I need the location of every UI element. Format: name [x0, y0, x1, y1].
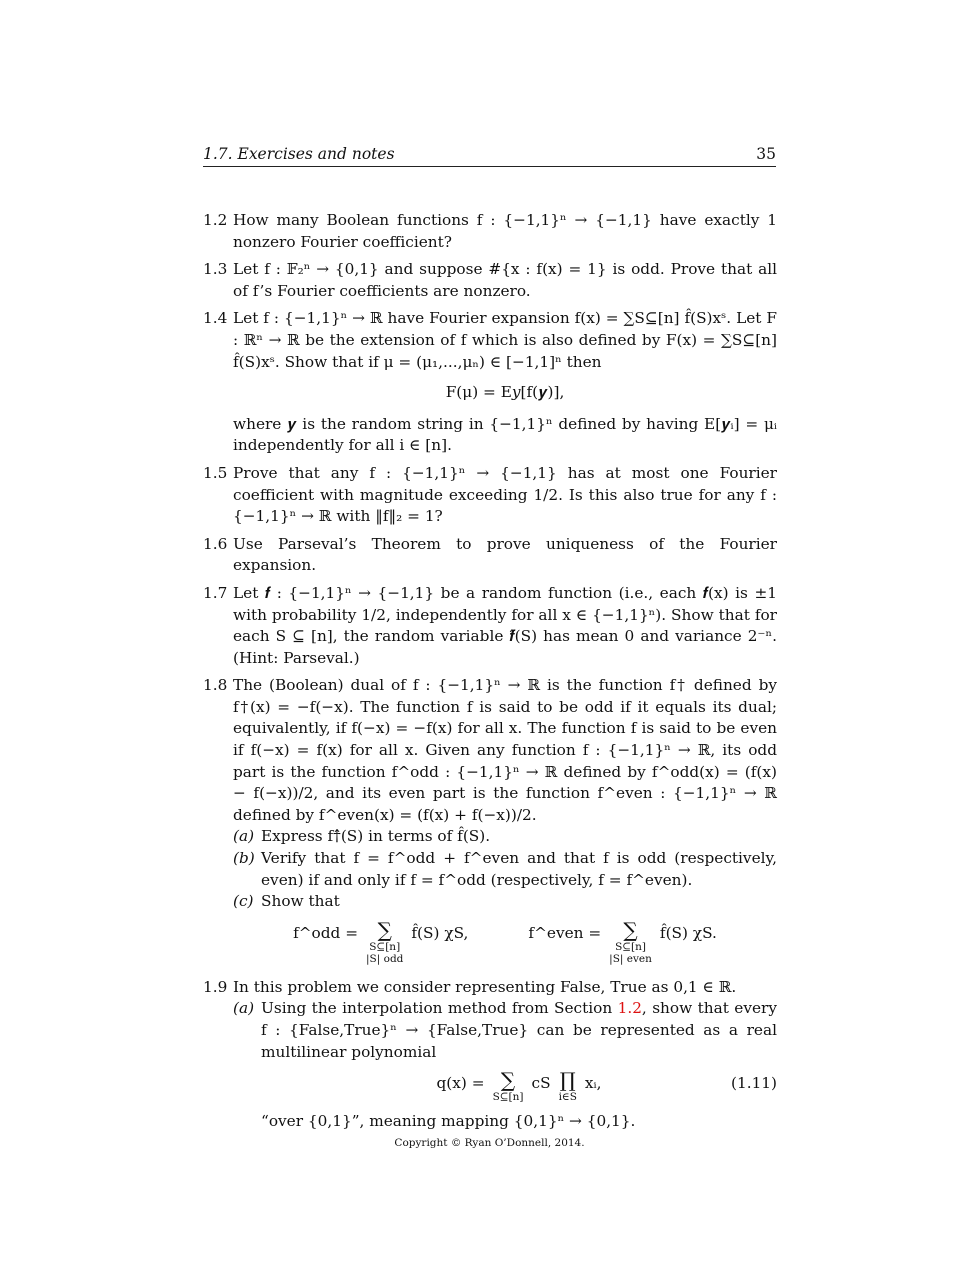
- exercise-number: 1.5: [203, 463, 228, 482]
- subpart-a: [233, 826, 777, 848]
- polynomial-expression: [437, 1069, 602, 1103]
- even-part-sum: [528, 919, 717, 965]
- exercise-number: 1.8: [203, 676, 228, 695]
- variable: xᵢ,: [584, 1074, 602, 1093]
- exercise-text: Let 𝒇 : {−1,1}ⁿ → {−1,1} be a random function (i.e., each 𝒇(x) is ±1 with probability 1/2, independently for all x ∈ {−1,1}ⁿ). Show that for each S ⊆ [n], the random variable 𝒇̂(S) has mean 0 and variance 2⁻ⁿ. (Hint: Parseval.): [233, 583, 777, 667]
- sum-lhs: f^even =: [528, 923, 602, 942]
- exercise-1-9: [203, 977, 777, 1133]
- coefficient: cS: [531, 1074, 551, 1093]
- sum-rhs: f̂(S) χS,: [411, 923, 469, 942]
- exercise-text: How many Boolean functions f : {−1,1}ⁿ → {−1,1} have exactly 1 nonzero Fourier coefficient?: [233, 211, 777, 251]
- exercise-list: [203, 210, 777, 1139]
- sigma-symbol: ∑: [500, 1068, 516, 1093]
- product-condition: i∈S: [558, 1091, 577, 1104]
- sum-condition: S⊆[n]: [615, 940, 647, 953]
- subpart-text: , show that every f : {False,True}ⁿ → {False,True} can be represented as a real multilinear polynomial: [261, 999, 777, 1061]
- subpart-label: (b): [233, 849, 255, 868]
- exercise-1-3: [203, 259, 777, 302]
- sigma-symbol: ∑: [623, 917, 638, 942]
- exercise-number: 1.7: [203, 583, 228, 602]
- sum-condition: |S| odd: [366, 952, 404, 965]
- display-equation: F(μ) = E𝑦[f(𝒚)],: [445, 383, 565, 402]
- equation-number: (1.11): [731, 1074, 777, 1093]
- page-number: 35: [756, 145, 776, 163]
- subpart-label: (a): [233, 999, 255, 1018]
- exercise-1-6: [203, 534, 777, 577]
- sum-lhs: f^odd =: [293, 923, 359, 942]
- summation-operator: [493, 1069, 524, 1103]
- exercise-1-2: [203, 210, 777, 253]
- summation-operator: [366, 919, 403, 965]
- exercise-continuation: “over {0,1}”, meaning mapping {0,1}ⁿ → {0,1}.: [261, 1112, 636, 1131]
- subpart-text: Express f†̂(S) in terms of f̂(S).: [261, 827, 491, 846]
- exercise-number: 1.6: [203, 534, 228, 553]
- subpart-a: [233, 998, 777, 1132]
- exercise-1-8: [203, 675, 777, 965]
- subpart-text: Using the interpolation method from Section: [261, 999, 618, 1018]
- running-header: [203, 144, 776, 167]
- exercise-text: In this problem we consider representing False, True as 0,1 ∈ ℝ.: [233, 977, 737, 996]
- subpart-b: [233, 848, 777, 891]
- subpart-c: [233, 891, 777, 913]
- equation-1-11: [261, 1069, 777, 1103]
- equation-lhs: q(x) =: [436, 1074, 485, 1093]
- exercise-text: The (Boolean) dual of f : {−1,1}ⁿ → ℝ is the function f† defined by f†(x) = −f(−x). The function f is said to be odd if it equals its dual; equivalently, if f(−x) = −f(x) for all x. The function f is said to be even if f(−x) = f(x) for all x. Given any function f : {−1,1}ⁿ → ℝ, its odd part is the function f^odd : {−1,1}ⁿ → ℝ defined by f^odd(x) = (f(x) − f(−x))/2, and its even part is the function f^even : {−1,1}ⁿ → ℝ defined by f^even(x) = (f(x) + f(−x))/2.: [233, 676, 777, 824]
- exercise-number: 1.9: [203, 977, 228, 996]
- subpart-label: (a): [233, 827, 255, 846]
- section-title: 1.7. Exercises and notes: [203, 145, 395, 163]
- exercise-continuation: where 𝒚 is the random string in {−1,1}ⁿ defined by having E[𝒚ᵢ] = μᵢ independently for all i ∈ [n].: [233, 414, 777, 455]
- exercise-1-7: [203, 583, 777, 669]
- exercise-number: 1.4: [203, 309, 228, 328]
- subpart-text: Show that: [261, 892, 340, 911]
- pi-symbol: ∏: [559, 1068, 576, 1093]
- sum-condition: S⊆[n]: [369, 940, 401, 953]
- copyright-footer: Copyright © Ryan O’Donnell, 2014.: [394, 1137, 585, 1149]
- sum-condition: S⊆[n]: [492, 1091, 524, 1104]
- sum-equations: [233, 919, 777, 965]
- summation-operator: [609, 919, 652, 965]
- sigma-symbol: ∑: [377, 917, 392, 942]
- exercise-text: Let f : 𝔽₂ⁿ → {0,1} and suppose #{x : f(x) = 1} is odd. Prove that all of f’s Fourier coefficients are nonzero.: [233, 260, 777, 300]
- sum-condition: |S| even: [609, 952, 652, 965]
- exercise-1-5: [203, 463, 777, 528]
- exercise-text: Let f : {−1,1}ⁿ → ℝ have Fourier expansion f(x) = ∑S⊆[n] f̂(S)xˢ. Let F : ℝⁿ → ℝ be the extension of f which is also defined by F(x) = ∑S⊆[n] f̂(S)xˢ. Show that if μ = (μ₁,...,μₙ) ∈ [−1,1]ⁿ then: [233, 309, 777, 371]
- exercise-number: 1.3: [203, 260, 228, 279]
- exercise-number: 1.2: [203, 211, 228, 229]
- subpart-text: Verify that f = f^odd + f^even and that f is odd (respectively, even) if and only if f = f^odd (respectively, f = f^even).: [261, 849, 777, 889]
- exercise-1-4: [203, 308, 777, 457]
- section-link[interactable]: 1.2: [617, 999, 642, 1018]
- subpart-label: (c): [233, 892, 254, 911]
- exercise-text: Use Parseval’s Theorem to prove uniqueness of the Fourier expansion.: [233, 534, 777, 575]
- sum-rhs: f̂(S) χS.: [659, 923, 717, 942]
- product-operator: [559, 1069, 577, 1103]
- exercise-text: Prove that any f : {−1,1}ⁿ → {−1,1} has at most one Fourier coefficient with magnitude exceeding 1/2. Is this also true for any f : {−1,1}ⁿ → ℝ with ‖f‖₂ = 1?: [233, 463, 777, 526]
- odd-part-sum: [293, 919, 468, 965]
